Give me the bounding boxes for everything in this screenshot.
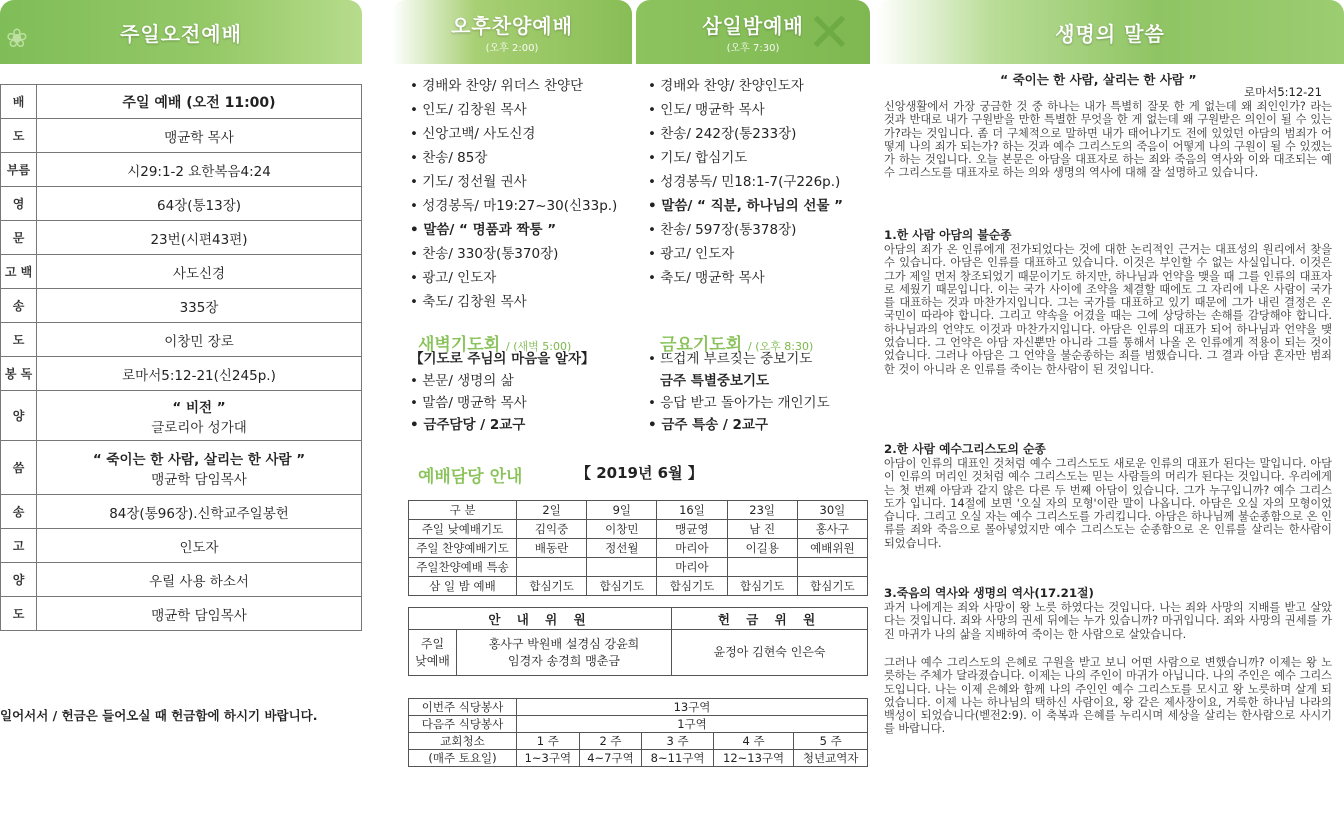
banner-title: 오후찬양예배 xyxy=(451,14,573,38)
table-cell: 주일찬양예배 특송 xyxy=(409,558,517,577)
week-1: 1 주 xyxy=(517,733,580,750)
list-item: • 경배와 찬양/ 찬양인도자 xyxy=(648,74,843,98)
list-item: • 인도/ 김창원 목사 xyxy=(410,98,617,122)
list-item: • 축도/ 맹균학 목사 xyxy=(648,266,843,290)
order-row xyxy=(1,119,362,153)
list-item: • 찬송/ 85장 xyxy=(410,146,617,170)
order-label: 문 xyxy=(1,221,37,255)
friday-title: 금요기도회 xyxy=(660,335,743,355)
sermon-paragraph-1: 아담의 죄가 온 인류에게 전가되었다는 것에 대한 논리적인 근거는 대표성의 원리에서 찾을 수 있습니다. 아담은 인류를 대표하고 있습니다. 이것은 부인할 수 없는 사실입니다. 이것은 그가 제일 먼저 창조되었기 때문이기도 하지만, 하나님과 언약을 맺을 때 그를 인류의 대표자로 세웠기 때문입니다. 이는 국가 사이에 조약을 체결할 때에도 그 자리에 나온 사람이 국가를 대표하는 것과 마찬가지입니다. 그는 국가를 대표하고 있기 때문에 그가 내린 결정은 온 국민이 따라야 합니다. 그리고 약속을 어겼을 때는 그에 상당하는 손해를 감당해야 합니다. 하나님과의 언약도 이것과 마찬가지입니다. 아담은 인류의 대표가 되어 하나님과 언약을 맺었습니다. 그 언약은 아담 자신뿐만 아니라 그를 통해서 나올 온 인류에게 적용이 되는 것이었습니다. 그러나 아담은 그 언약을 불순종하는 죄를 범했습니다. 그 결과 아담 혼자만 범죄한 것이 아니라 온 인류를 죽이는 한사람이 된 것입니다. xyxy=(884,243,1332,376)
banner-title: 생명의 말씀 xyxy=(1055,22,1165,46)
sermon-section-3: 3.죽음의 역사와 생명의 역사(17.21절) xyxy=(884,586,1094,600)
dawn-time: / (새벽 5:00) xyxy=(506,340,572,353)
order-value-line2: 맹균학 담임목사 xyxy=(151,471,247,488)
table-row xyxy=(409,577,868,596)
order-label: 도 xyxy=(1,323,37,357)
sermon-section-1: 1.한 사람 아담의 불순종 xyxy=(884,228,1012,242)
duty-table xyxy=(408,500,868,596)
banner-time: (오후 2:00) xyxy=(485,43,539,54)
list-item: • 금주담당 / 2교구 xyxy=(410,414,595,436)
table-cell: 정선월 xyxy=(587,539,657,558)
sermon-paragraph-4: 그러나 예수 그리스도의 은혜로 구원을 받고 보니 어떤 사람으로 변했습니까? 이제는 왕 노릇하는 주체가 달라졌습니다. 이제는 나의 주인이 마귀가 아닙니다. 나의 주인은 예수 그리스도입니다. 나는 이제 은혜와 함께 나의 주인인 예수 그리스도를 모시고 왕 노릇하며 살게 되었습니다. 이제 나는 하나님의 택하신 사람이요, 왕 같은 제사장이요, 거룩한 하나님 나라의 백성이 되었습니다(벧전2:9). 이 축복과 은혜를 누리시며 세상을 살리는 한사람으로 사시기를 바랍니다. xyxy=(884,656,1332,736)
order-row xyxy=(1,563,362,597)
order-row xyxy=(1,357,362,391)
offering-header: 헌 금 위 원 xyxy=(672,608,868,630)
table-cell: 16일 xyxy=(657,501,727,520)
week-2: 2 주 xyxy=(579,733,642,750)
usher-header: 안 내 위 원 xyxy=(409,608,672,630)
list-item: • 신앙고백/ 사도신경 xyxy=(410,122,617,146)
area-5: 청년교역자 xyxy=(794,750,868,767)
usher-names xyxy=(457,630,672,676)
order-value: 23번(시편43편) xyxy=(37,221,362,255)
list-item: • 광고/ 인도자 xyxy=(410,266,617,290)
order-row xyxy=(1,221,362,255)
cross-icon: ✕ xyxy=(806,1,852,64)
table-cell: 합심기도 xyxy=(587,577,657,596)
order-row xyxy=(1,529,362,563)
area-3: 8~11구역 xyxy=(642,750,714,767)
table-cell: 맹균영 xyxy=(657,520,727,539)
week-3: 3 주 xyxy=(642,733,714,750)
sermon-reference: 로마서5:12-21 xyxy=(1244,85,1322,99)
usher-names-line1: 홍사구 박원배 설경심 강윤희 xyxy=(488,636,640,651)
order-value-line1: “ 비전 ” xyxy=(172,399,226,416)
order-label: 고 백 xyxy=(1,255,37,289)
this-week-label: 이번주 식당봉사 xyxy=(409,699,517,716)
list-item: • 금주 특송 / 2교구 xyxy=(648,414,830,436)
table-cell: 예배위원 xyxy=(797,539,867,558)
friday-prayer-list xyxy=(648,348,830,436)
list-item: 금주 특별중보기도 xyxy=(660,373,770,389)
list-item: • 말씀/ “ 직분, 하나님의 선물 ” xyxy=(648,194,843,218)
sermon-section-2: 2.한 사람 예수그리스도의 순종 xyxy=(884,442,1046,456)
table-cell: 합심기도 xyxy=(517,577,587,596)
table-cell: 합심기도 xyxy=(727,577,797,596)
table-row xyxy=(409,520,868,539)
worship-order-table xyxy=(0,84,362,631)
afternoon-service-list xyxy=(410,74,617,314)
order-row xyxy=(1,187,362,221)
table-cell: 김익중 xyxy=(517,520,587,539)
dawn-theme: 【기도로 주님의 마음을 알자】 xyxy=(410,351,595,367)
table-cell: 구 분 xyxy=(409,501,517,520)
list-item: • 광고/ 인도자 xyxy=(648,242,843,266)
next-week-label: 다음주 식당봉사 xyxy=(409,716,517,733)
area-2: 4~7구역 xyxy=(579,750,642,767)
banner-title: 삼일밤예배 xyxy=(702,14,804,38)
table-cell: 홍사구 xyxy=(797,520,867,539)
banner-time: (오후 7:30) xyxy=(726,43,780,54)
order-value: 주일 예배 (오전 11:00) xyxy=(37,85,362,119)
list-item: • 성경봉독/ 마19:27~30(신33p.) xyxy=(410,194,617,218)
order-value xyxy=(37,391,362,441)
table-row xyxy=(409,539,868,558)
order-row xyxy=(1,391,362,441)
order-label: 부름 xyxy=(1,153,37,187)
order-row xyxy=(1,85,362,119)
order-value-line2: 글로리아 성가대 xyxy=(151,419,247,436)
area-1: 1~3구역 xyxy=(517,750,580,767)
table-cell: 남 진 xyxy=(727,520,797,539)
order-value: 335장 xyxy=(37,289,362,323)
order-value: 로마서5:12-21(신245p.) xyxy=(37,357,362,391)
order-value: 시29:1-2 요한복음4:24 xyxy=(37,153,362,187)
order-row xyxy=(1,255,362,289)
list-item: • 경배와 찬양/ 위더스 찬양단 xyxy=(410,74,617,98)
order-value-line1: “ 죽이는 한 사람, 살리는 한 사람 ” xyxy=(92,451,306,468)
table-cell: 마리아 xyxy=(657,558,727,577)
order-label: 배 xyxy=(1,85,37,119)
order-label: 양 xyxy=(1,563,37,597)
order-row xyxy=(1,289,362,323)
table-cell xyxy=(517,558,587,577)
duty-month: 【 2019년 6월 】 xyxy=(576,464,703,482)
list-item: • 말씀/ 맹균학 목사 xyxy=(410,392,595,414)
table-cell: 주일 낮예배기도 xyxy=(409,520,517,539)
order-value: 인도자 xyxy=(37,529,362,563)
offering-names: 윤정아 김현숙 인은숙 xyxy=(672,630,868,676)
order-value: 우릴 사용 하소서 xyxy=(37,563,362,597)
sermon-title: “ 죽이는 한 사람, 살리는 한 사람 ” xyxy=(1000,72,1197,87)
list-item: • 뜨겁게 부르짖는 중보기도 xyxy=(648,348,830,370)
this-week-value: 13구역 xyxy=(517,699,868,716)
banner-title: 주일오전예배 xyxy=(120,22,242,46)
order-label: 도 xyxy=(1,597,37,631)
list-item: • 기도/ 합심기도 xyxy=(648,146,843,170)
order-value: 64장(통13장) xyxy=(37,187,362,221)
wednesday-service-list xyxy=(648,74,843,290)
dawn-title: 새벽기도회 xyxy=(418,335,501,355)
order-row xyxy=(1,323,362,357)
order-label: 씀 xyxy=(1,441,37,495)
table-cell xyxy=(797,558,867,577)
order-row xyxy=(1,153,362,187)
list-item: • 찬송/ 597장(통378장) xyxy=(648,218,843,242)
order-row xyxy=(1,441,362,495)
order-label: 봉 독 xyxy=(1,357,37,391)
table-cell: 마리아 xyxy=(657,539,727,558)
afternoon-service-banner xyxy=(392,0,632,64)
list-item: • 성경봉독/ 민18:1-7(구226p.) xyxy=(648,170,843,194)
clean-sublabel: (매주 토요일) xyxy=(409,750,517,767)
list-item: • 말씀/ “ 명품과 짝퉁 ” xyxy=(410,218,617,242)
clean-label: 교회청소 xyxy=(409,733,517,750)
order-label: 송 xyxy=(1,289,37,323)
table-cell: 23일 xyxy=(727,501,797,520)
order-label: 송 xyxy=(1,495,37,529)
sermon-paragraph-2: 아담이 인류의 대표인 것처럼 예수 그리스도도 새로운 인류의 대표가 된다는 말입니다. 아담이 인류의 머리인 것처럼 예수 그리스도는 믿는 사람들의 머리가 된다는 것입니다. 우리에게는 첫 번째 아담과 같지 않은 다른 두 번째 아담이 있습니다. 그가 누구입니까? 예수 그리스도가 입니다. 14절에 보면 '오실 자의 모형'이란 말이 나옵니다. 아담은 오실 자의 모형이었습니다. 그리고 오실 자는 예수 그리스도를 가리킵니다. 아담은 하나님께 불순종함으로 온 인류를 죄와 죽음으로 몰아넣었지만 예수 그리스도는 순종함으로 온 인류를 살리는 한사람이 되었습니다. xyxy=(884,457,1332,550)
table-cell: 2일 xyxy=(517,501,587,520)
list-item: • 본문/ 생명의 삶 xyxy=(410,370,595,392)
dawn-prayer-list xyxy=(410,348,595,436)
order-label: 영 xyxy=(1,187,37,221)
order-row xyxy=(1,495,362,529)
leaf-icon: ❀ xyxy=(6,24,28,54)
list-item: • 응답 받고 돌아가는 개인기도 xyxy=(648,392,830,414)
table-cell: 30일 xyxy=(797,501,867,520)
order-label: 양 xyxy=(1,391,37,441)
table-cell xyxy=(587,558,657,577)
word-of-life-banner xyxy=(876,0,1344,64)
list-item: • 찬송/ 330장(통370장) xyxy=(410,242,617,266)
list-item: • 기도/ 정선월 권사 xyxy=(410,170,617,194)
order-row xyxy=(1,597,362,631)
next-week-value: 1구역 xyxy=(517,716,868,733)
list-item: • 찬송/ 242장(통233장) xyxy=(648,122,843,146)
meal-cleaning-table xyxy=(408,698,868,767)
table-row xyxy=(409,558,868,577)
table-cell: 주일 찬양예배기도 xyxy=(409,539,517,558)
morning-service-banner xyxy=(0,0,362,64)
order-value: 이창민 장로 xyxy=(37,323,362,357)
usher-table xyxy=(408,607,868,676)
order-value: 맹균학 담임목사 xyxy=(37,597,362,631)
table-cell: 이길용 xyxy=(727,539,797,558)
table-cell: 배동란 xyxy=(517,539,587,558)
order-value: 사도신경 xyxy=(37,255,362,289)
sermon-paragraph-3: 과거 나에게는 죄와 사망이 왕 노릇 하였다는 것입니다. 나는 죄와 사망의 지배를 받고 살았다는 것입니다. 죄와 사망의 권세 뒤에는 누가 있습니까? 마귀입니다. 죄와 사망의 권세를 가진 마귀가 나의 삶을 지배하여 죽이는 한 사람으로 살았습니다. xyxy=(884,601,1332,641)
friday-time: / (오후 8:30) xyxy=(748,340,814,353)
list-item: • 인도/ 맹균학 목사 xyxy=(648,98,843,122)
order-value xyxy=(37,441,362,495)
usher-label: 주일 낮예배 xyxy=(409,630,457,676)
usher-names-line2: 임경자 송경희 맹춘금 xyxy=(508,653,620,668)
table-cell: 합심기도 xyxy=(657,577,727,596)
table-cell xyxy=(727,558,797,577)
wednesday-service-banner xyxy=(636,0,870,64)
order-label: 고 xyxy=(1,529,37,563)
table-cell: 합심기도 xyxy=(797,577,867,596)
table-cell: 9일 xyxy=(587,501,657,520)
table-cell: 이창민 xyxy=(587,520,657,539)
order-label: 도 xyxy=(1,119,37,153)
list-item: • 축도/ 김창원 목사 xyxy=(410,290,617,314)
order-value: 맹균학 목사 xyxy=(37,119,362,153)
table-row xyxy=(409,501,868,520)
duty-heading: 예배담당 안내 xyxy=(418,467,523,487)
week-5: 5 주 xyxy=(794,733,868,750)
sermon-intro: 신앙생활에서 가장 궁금한 것 중 하나는 내가 특별히 잘못 한 게 없는데 왜 죄인인가? 라는 것과 반대로 내가 구원받을 만한 특별한 무엇을 한 게 없는데 왜 구원받은 의인이 될 수 있는가?라는 것입니다. 좀 더 구체적으로 말하면 내가 태어나기도 전에 있었던 아담의 범죄가 어떻게 나의 죄가 되는가? 하는 것과 예수 그리스도의 죽음이 어떻게 나의 구원이 될 수 있겠는가 하는 것입니다. 오늘 본문은 아담을 대표자로 하는 죄와 죽음의 역사와 이와 대조되는 예수 그리스도를 대표자로 하는 의와 생명의 역사에 대해 잘 설명하고 있습니다. xyxy=(884,100,1332,180)
week-4: 4 주 xyxy=(713,733,793,750)
table-cell: 삼 일 밤 예배 xyxy=(409,577,517,596)
footnote: 일어서서 / 헌금은 들어오실 때 헌금함에 하시기 바랍니다. xyxy=(0,708,318,723)
order-value: 84장(통96장).신학교주일봉헌 xyxy=(37,495,362,529)
area-4: 12~13구역 xyxy=(713,750,793,767)
